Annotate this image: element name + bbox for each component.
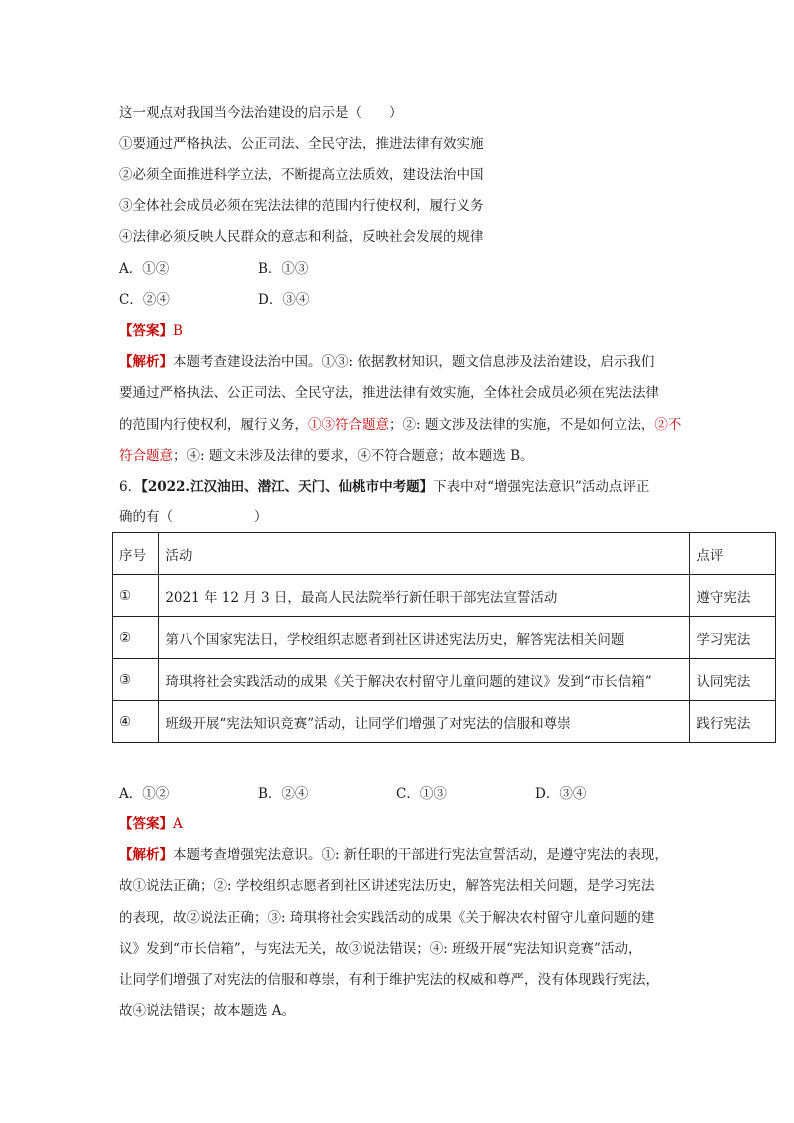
q5-item-3: ③全体社会成员必须在宪法法律的范围内行使权利，履行义务 [119,198,484,214]
q6-stem-line-2: 确的有（ ） [119,509,268,525]
q5-analysis-line-2: 要通过严格执法、公正司法、全民守法，推进法律有效实施，全体社会成员必须在宪法法律 [119,385,659,401]
row-number: ④ [113,701,159,743]
q6-analysis-text-1: 本题考查增强宪法意识。①: 新任职的干部进行宪法宣誓活动，是遵守宪法的表现， [173,847,668,863]
q6-option-c: C．①③ [396,786,447,802]
q6-option-d: D．③④ [535,786,587,802]
q5-analysis-3d: ②不 [654,417,682,433]
q6-number: 6． [119,479,142,495]
q5-item-1: ①要通过严格执法、公正司法、全民守法，推进法律有效实施 [119,136,484,152]
q5-item-2: ②必须全面推进科学立法，不断提高立法质效，建设法治中国 [119,167,484,183]
row-activity: 第八个国家宪法日，学校组织志愿者到社区讲述宪法历史，解答宪法相关问题 [159,617,690,659]
header-comment: 点评 [690,533,776,575]
q5-analysis-text-1: 本题考查建设法治中国。①③: 依据教材知识，题文信息涉及法治建设，启示我们 [173,354,655,370]
table-header-row [113,533,776,575]
row-number: ② [113,617,159,659]
q6-option-a: A．①② [119,786,170,802]
q6-source: 【2022.江汉油田、潜江、天门、仙桃市中考题】 [141,479,434,495]
q5-analysis-4a: 符合题意 [119,448,173,464]
q5-analysis-4b: ；④: 题文未涉及法律的要求，④不符合题意；故本题选 B。 [173,448,534,464]
table-row [113,617,776,659]
q6-analysis-line-6: 故④说法错误；故本题选 A。 [119,1003,296,1019]
q6-analysis-line-2: 故①说法正确；②: 学校组织志愿者到社区讲述宪法历史，解答宪法相关问题，是学习宪法 [119,878,655,894]
q6-analysis-line-3: 的表现，故②说法正确；③: 琦琪将社会实践活动的成果《关于解决农村留守儿童问题的建 [119,910,655,926]
q5-analysis-line-4 [119,447,534,465]
row-activity: 班级开展“宪法知识竞赛”活动，让同学们增强了对宪法的信服和尊崇 [159,701,690,743]
q6-answer-label: 【答案】 [119,816,173,832]
q6-option-b: B．②④ [258,786,309,802]
activity-table [112,532,776,743]
row-comment: 学习宪法 [690,617,776,659]
q5-answer [119,322,183,340]
q5-stem: 这一观点对我国当今法治建设的启示是（ ） [119,105,403,121]
q6-analysis-label: 【解析】 [119,847,173,863]
row-comment: 遵守宪法 [690,575,776,617]
table-row [113,575,776,617]
q6-stem-line-1 [119,478,649,496]
q5-analysis-line-3 [119,416,681,434]
q6-answer [119,815,183,833]
row-comment: 践行宪法 [690,701,776,743]
q5-analysis-line-1 [119,353,654,371]
header-number: 序号 [113,533,159,575]
q6-answer-value: A [173,816,183,832]
q5-analysis-label: 【解析】 [119,354,173,370]
row-activity: 琦琪将社会实践活动的成果《关于解决农村留守儿童问题的建议》发到“市长信箱” [159,659,690,701]
q5-option-d: D．③④ [258,292,310,308]
q5-option-a: A．①② [119,261,170,277]
q5-analysis-3a: 的范围内行使权利，履行义务， [119,417,308,433]
header-activity: 活动 [159,533,690,575]
row-activity: 2021 年 12 月 3 日，最高人民法院举行新任职干部宪法宣誓活动 [159,575,690,617]
q6-analysis-line-5: 让同学们增强了对宪法的信服和尊崇，有利于维护宪法的权威和尊严，没有体现践行宪法， [119,972,659,988]
q5-option-c: C．②④ [119,292,170,308]
row-number: ③ [113,659,159,701]
q6-analysis-line-1 [119,846,668,864]
q6-analysis-line-4: 议》发到“市长信箱”，与宪法无关，故③说法错误；④: 班级开展“宪法知识竞赛”活动， [119,941,642,957]
q5-answer-value: B [173,323,183,339]
table-row [113,701,776,743]
q5-analysis-3b: ①③符合题意 [308,417,389,433]
table-row [113,659,776,701]
row-number: ① [113,575,159,617]
q5-answer-label: 【答案】 [119,323,173,339]
q5-item-4: ④法律必须反映人民群众的意志和利益，反映社会发展的规律 [119,229,484,245]
q6-stem-text: 下表中对“增强宪法意识”活动点评正 [433,479,650,495]
q5-analysis-3c: ；②: 题文涉及法律的实施，不是如何立法， [389,417,655,433]
row-comment: 认同宪法 [690,659,776,701]
q5-option-b: B．①③ [258,261,309,277]
